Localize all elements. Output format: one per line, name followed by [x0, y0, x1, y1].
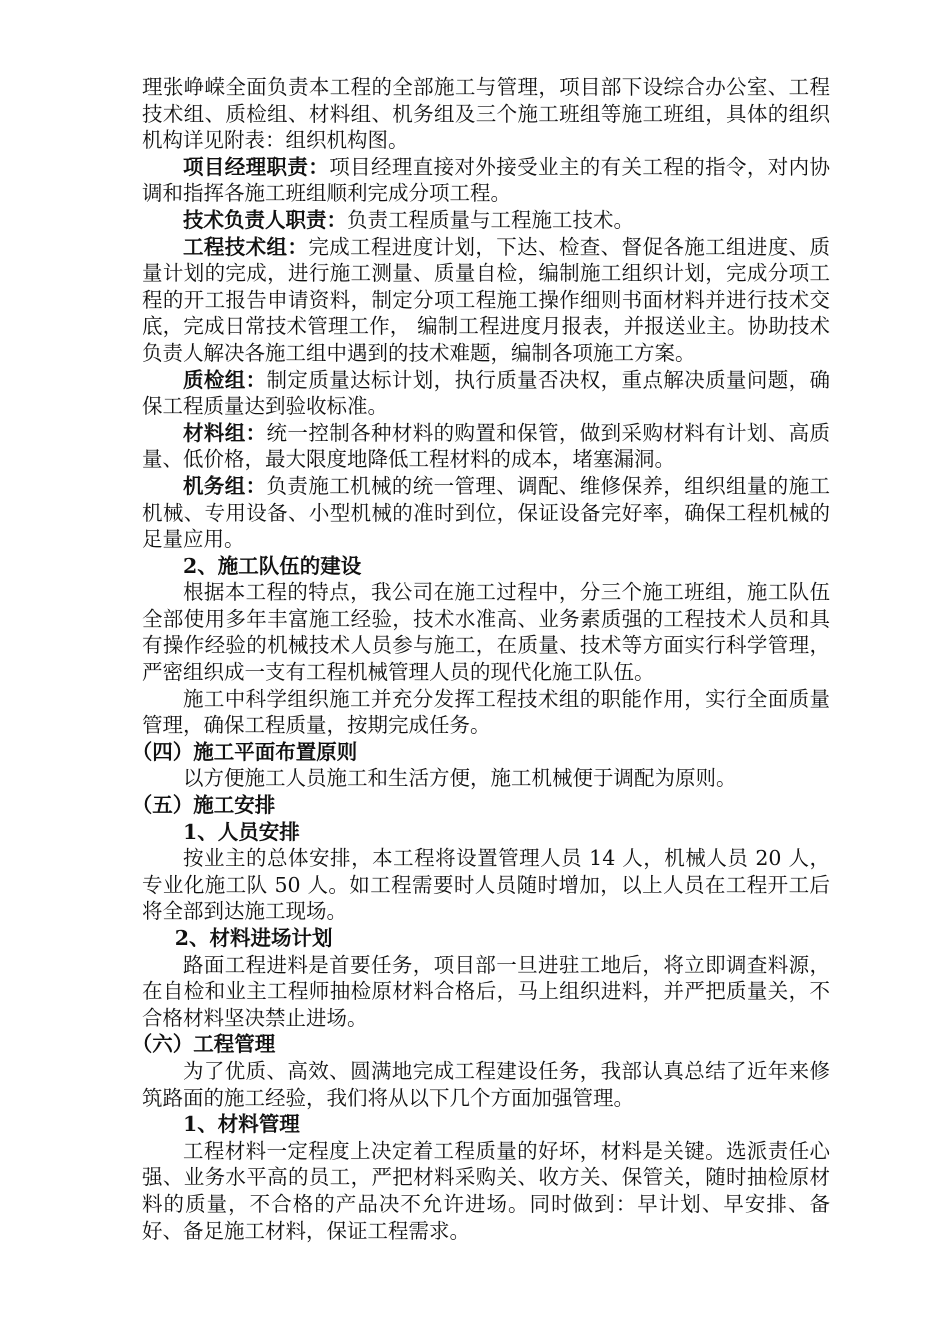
lead-material-group: 材料组：: [183, 420, 267, 445]
text-tech-group: 完成工程进度计划，下达、检查、督促各施工组进度、质量计划的完成，进行施工测量、质量自检，编制施工组织计划，完成分项工程的开工报告申请资料，制定分项工程施工操作细则书面材料并进行技术交底，完成日常技术管理工作， 编制工程进度月报表，并报送业主。协助技术负责人解决各施工组中遇到的技术难题，编制各项施工方案。: [142, 234, 831, 365]
paragraph-pm-duty: [142, 154, 830, 207]
lead-tech-group: 工程技术组：: [183, 234, 309, 259]
text-qc-group: 制定质量达标计划，执行质量否决权，重点解决质量问题，确保工程质量达到验收标准。: [142, 367, 831, 419]
paragraph-tech-lead-duty: [142, 207, 830, 234]
lead-machinery-group: 机务组：: [183, 473, 267, 498]
paragraph-qc-group: [142, 367, 830, 420]
heading-team-building: 2、施工队伍的建设: [183, 553, 362, 578]
paragraph-org-intro: 理张峥嵘全面负责本工程的全部施工与管理，项目部下设综合办公室、工程技术组、质检组、材料组、机务组及三个施工班组等施工班组，具体的组织机构详见附表：组织机构图。: [142, 75, 830, 153]
paragraph-layout-principle: 以方便施工人员施工和生活方便，施工机械便于调配为原则。: [183, 766, 737, 791]
text-material-group: 统一控制各种材料的购置和保管，做到采购材料有计划、高质量、低价格，最大限度地降低工程材料的成本，堵塞漏洞。: [142, 420, 831, 472]
heading-construction-arrangement: （五）施工安排: [131, 793, 276, 818]
heading-material-management: 1、材料管理: [183, 1112, 300, 1137]
paragraph-tech-group: [142, 234, 830, 367]
lead-pm-duty: 项目经理职责：: [183, 154, 330, 179]
text-pm-duty: 项目经理直接对外接受业主的有关工程的指令，对内协调和指挥各施工班组顺利完成分项工程。: [142, 154, 831, 206]
heading-staffing: 1、人员安排: [183, 819, 300, 844]
document-body: [131, 74, 831, 1244]
paragraph-machinery-group: [142, 473, 830, 553]
paragraph-material-entry-plan: 路面工程进料是首要任务，项目部一旦进驻工地后，将立即调查料源，在自检和业主工程师抽检原材料合格后，马上组织进料，并严把质量关，不合格材料坚决禁止进场。: [142, 952, 830, 1030]
text-machinery-group: 负责施工机械的统一管理、调配、维修保养，组织组量的施工机械、专用设备、小型机械的准时到位，保证设备完好率，确保工程机械的足量应用。: [142, 473, 831, 552]
paragraph-material-management: 工程材料一定程度上决定着工程质量的好坏，材料是关键。选派责任心强、业务水平高的员工，严把材料采购关、收方关、保管关，随时抽检原材料的质量，不合格的产品决不允许进场。同时做到：早计划、早安排、备好、备足施工材料，保证工程需求。: [142, 1138, 830, 1243]
paragraph-material-group: [142, 420, 830, 473]
lead-tech-lead-duty: 技术负责人职责：: [183, 207, 347, 232]
paragraph-quality-management: 施工中科学组织施工并充分发挥工程技术组的职能作用，实行全面质量管理，确保工程质量，按期完成任务。: [142, 686, 830, 738]
text-tech-lead-duty: 负责工程质量与工程施工技术。: [347, 207, 634, 232]
paragraph-team-building: 根据本工程的特点，我公司在施工过程中，分三个施工班组，施工队伍全部使用多年丰富施工经验，技术水准高、业务素质强的工程技术人员和具有操作经验的机械技术人员参与施工，在质量、技术等方面实行科学管理，严密组织成一支有工程机械管理人员的现代化施工队伍。: [142, 580, 830, 685]
paragraph-staffing: 按业主的总体安排，本工程将设置管理人员 14 人，机械人员 20 人，专业化施工队 50 人。如工程需要时人员随时增加，以上人员在工程开工后将全部到达施工现场。: [142, 846, 830, 924]
heading-project-management: （六）工程管理: [131, 1032, 276, 1057]
lead-qc-group: 质检组：: [183, 367, 267, 392]
heading-material-entry-plan: 2、材料进场计划: [174, 926, 333, 950]
heading-layout-principle: （四）施工平面布置原则: [131, 739, 358, 764]
paragraph-project-management: 为了优质、高效、圆满地完成工程建设任务，我部认真总结了近年来修筑路面的施工经验，我们将从以下几个方面加强管理。: [142, 1058, 830, 1110]
